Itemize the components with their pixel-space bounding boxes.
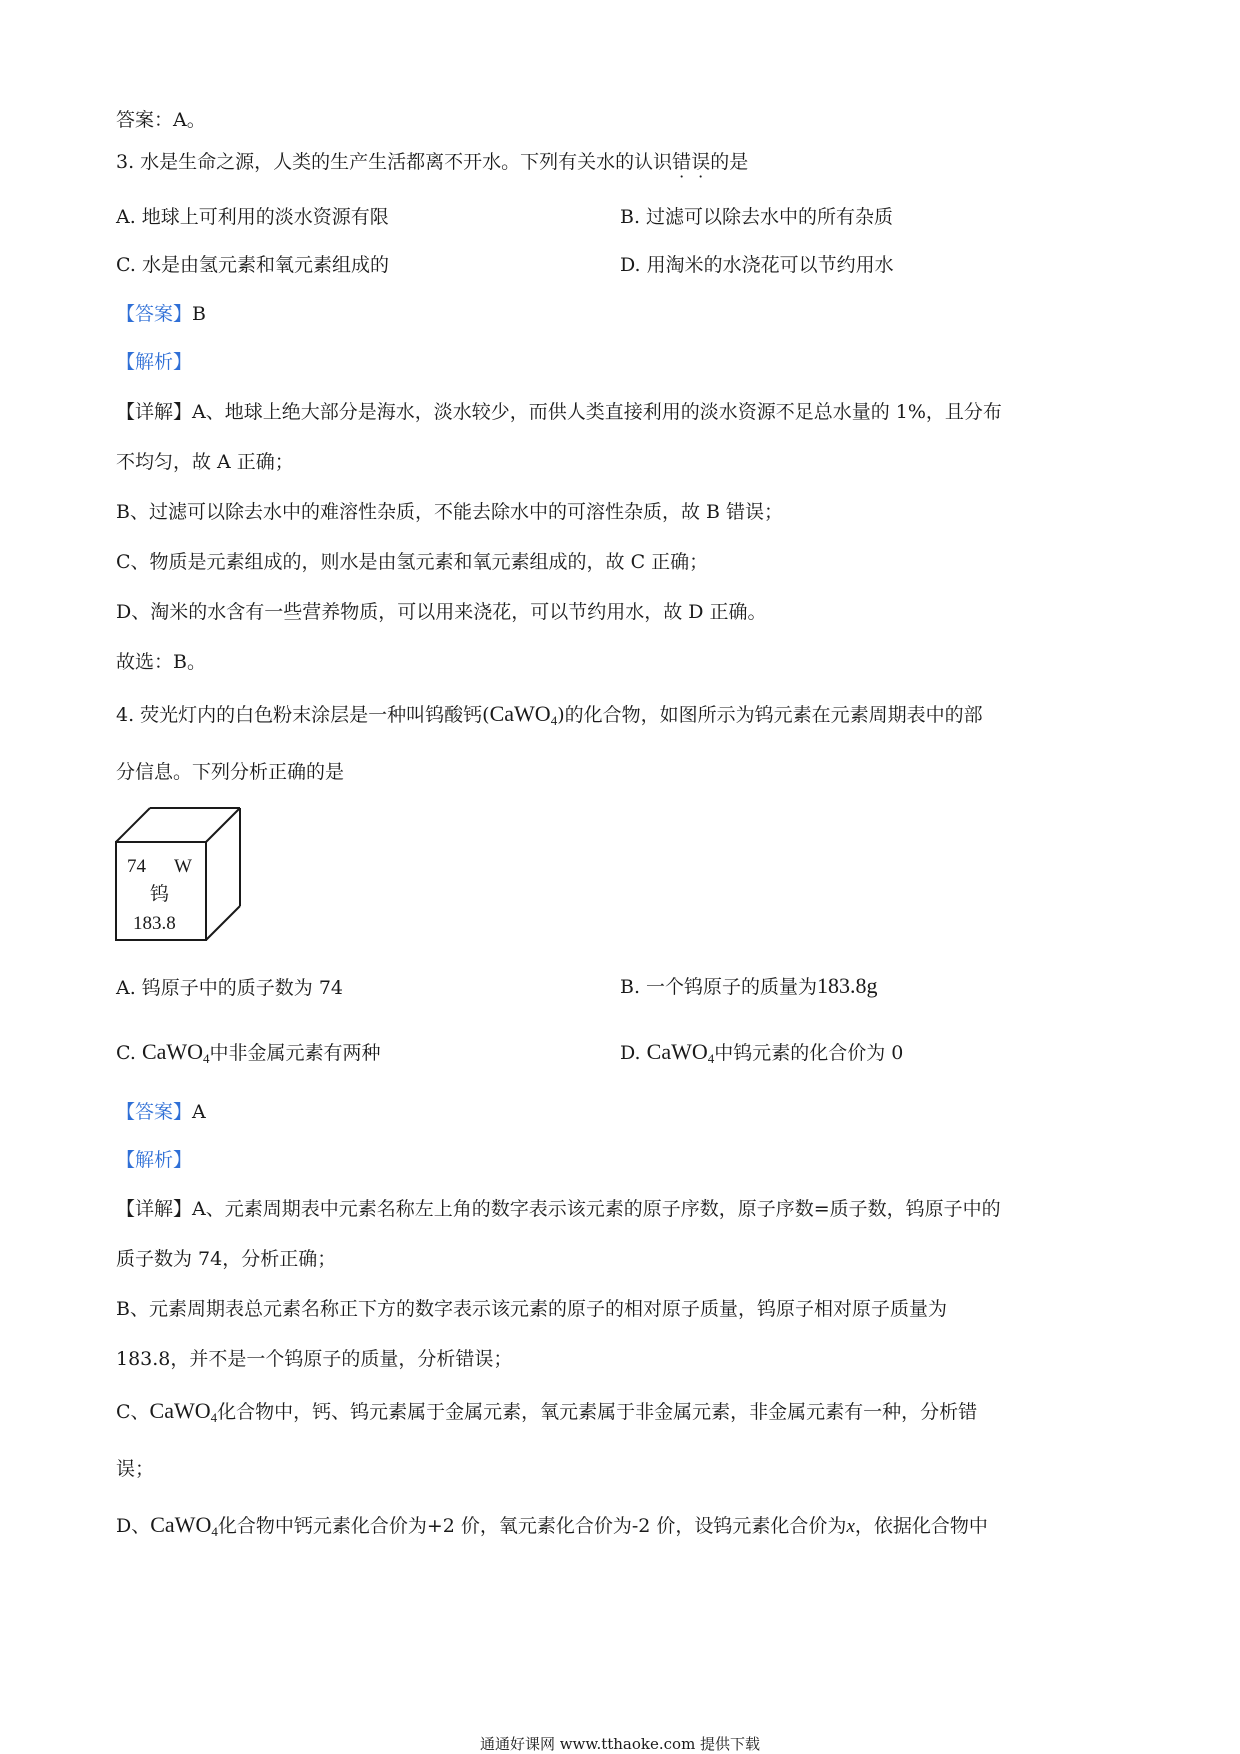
q4-detail-5-text: 化合物中，钙、钨元素属于金属元素，氧元素属于非金属元素，非金属元素有一种，分析错	[217, 1401, 978, 1423]
q3-option-b: B. 过滤可以除去水中的所有杂质	[620, 206, 894, 228]
q4-option-d	[620, 1040, 903, 1071]
formula-subscript: 4	[550, 713, 558, 728]
formula-subscript: 4	[211, 1524, 218, 1539]
q4-detail-3: B、元素周期表总元素名称正下方的数字表示该元素的原子的相对原子质量，钨原子相对原子质量为	[116, 1298, 947, 1320]
q3-answer-tag: 【答案】	[116, 303, 193, 325]
q4-detail-7-text: 化合物中钙元素化合价为+2 价，氧元素化合价为-2 价，设钨元素化合价为	[217, 1515, 847, 1537]
q4-detail-7	[116, 1513, 988, 1544]
q3-detail-4: C、物质是元素组成的，则水是由氢元素和氧元素组成的，故 C 正确；	[116, 551, 709, 573]
q3-stem-end: 的是	[710, 151, 749, 173]
q4-stem-line1	[116, 702, 983, 733]
tile-atomic-number: 74	[127, 856, 146, 877]
tile-symbol: W	[174, 856, 192, 877]
q4-stem-text-a: 4. 荧光灯内的白色粉末涂层是一种叫钨酸钙(	[116, 704, 490, 726]
q4-answer	[116, 1100, 206, 1124]
tile-atomic-mass: 183.8	[133, 913, 176, 934]
q4-detail-7-variable: x	[846, 1516, 855, 1537]
formula-subscript: 4	[203, 1051, 210, 1066]
q4-answer-tag: 【答案】	[116, 1101, 193, 1123]
q3-detail-2: 不均匀，故 A 正确；	[116, 451, 294, 473]
q3-stem-text: 3. 水是生命之源，人类的生产生活都离不开水。下列有关水的认识	[116, 151, 673, 173]
q4-option-b-value: 183.8g	[817, 973, 878, 998]
q4-analysis-tag	[116, 1148, 192, 1172]
q4-detail-5-formula	[150, 1398, 218, 1423]
q4-option-b	[620, 974, 878, 999]
q3-stem-emphasis-1: 错	[672, 151, 692, 173]
q3-option-c: C. 水是由氢元素和氧元素组成的	[116, 254, 389, 276]
q3-option-d: D. 用淘米的水浇花可以节约用水	[620, 254, 894, 276]
q4-detail-7-formula	[150, 1512, 218, 1537]
q4-option-c	[116, 1040, 381, 1071]
q4-stem-text-b: )的化合物，如图所示为钨元素在元素周期表中的部	[557, 704, 983, 726]
formula-subscript: 4	[707, 1051, 715, 1066]
q4-option-c-formula	[142, 1039, 210, 1064]
formula-main: CaWO	[646, 1039, 708, 1064]
q3-detail-1: 【详解】A、地球上绝大部分是海水，淡水较少，而供人类直接利用的淡水资源不足总水量的 1%，且分布	[116, 401, 1002, 423]
q3-detail-3: B、过滤可以除去水中的难溶性杂质，不能去除水中的可溶性杂质，故 B 错误；	[116, 501, 784, 523]
q4-detail-2: 质子数为 74，分析正确；	[116, 1248, 337, 1270]
q3-stem-emphasis-2: 误	[691, 151, 711, 173]
prev-answer: 答案：A。	[116, 109, 206, 131]
tile-element-name: 钨	[150, 883, 170, 905]
q4-answer-value: A	[192, 1101, 206, 1123]
q4-detail-5	[116, 1399, 977, 1430]
q4-option-c-label: C.	[116, 1042, 142, 1064]
element-tile-figure	[112, 806, 242, 944]
q4-stem-formula	[490, 701, 558, 726]
formula-main: CaWO	[150, 1512, 212, 1537]
q4-analysis-label: 【解析】	[116, 1149, 193, 1171]
page-footer: 通通好课网 www.tthaoke.com 提供下载	[479, 1735, 761, 1753]
q4-option-d-label: D.	[620, 1042, 647, 1064]
q4-detail-1: 【详解】A、元素周期表中元素名称左上角的数字表示该元素的原子序数，原子序数=质子数，钨原子中的	[116, 1198, 1001, 1220]
q4-detail-7-label: D、	[116, 1515, 151, 1537]
q4-option-d-text: 中钨元素的化合价为 0	[714, 1042, 904, 1064]
formula-subscript: 4	[210, 1410, 218, 1425]
q3-analysis-tag	[116, 350, 192, 374]
q4-option-d-formula	[647, 1039, 715, 1064]
q3-option-a: A. 地球上可利用的淡水资源有限	[116, 206, 389, 228]
q4-detail-5-label: C、	[116, 1401, 150, 1423]
formula-main: CaWO	[489, 701, 551, 726]
q3-stem	[116, 150, 748, 174]
formula-main: CaWO	[149, 1398, 211, 1423]
q3-choose: 故选：B。	[116, 651, 206, 673]
q4-detail-7-end: ，依据化合物中	[854, 1515, 988, 1537]
q3-answer-value: B	[192, 303, 206, 325]
q3-analysis-label: 【解析】	[116, 351, 193, 373]
q4-option-b-text: B. 一个钨原子的质量为	[620, 976, 818, 998]
q4-detail-4: 183.8，并不是一个钨原子的质量，分析错误；	[116, 1348, 513, 1370]
q4-stem-line2: 分信息。下列分析正确的是	[116, 761, 345, 783]
q4-option-a: A. 钨原子中的质子数为 74	[116, 977, 344, 999]
q3-answer	[116, 302, 206, 326]
formula-main: CaWO	[141, 1039, 204, 1064]
q4-option-c-text: 中非金属元素有两种	[209, 1042, 381, 1064]
q3-detail-5: D、淘米的水含有一些营养物质，可以用来浇花，可以节约用水，故 D 正确。	[116, 601, 767, 623]
q4-detail-6: 误；	[116, 1458, 155, 1480]
